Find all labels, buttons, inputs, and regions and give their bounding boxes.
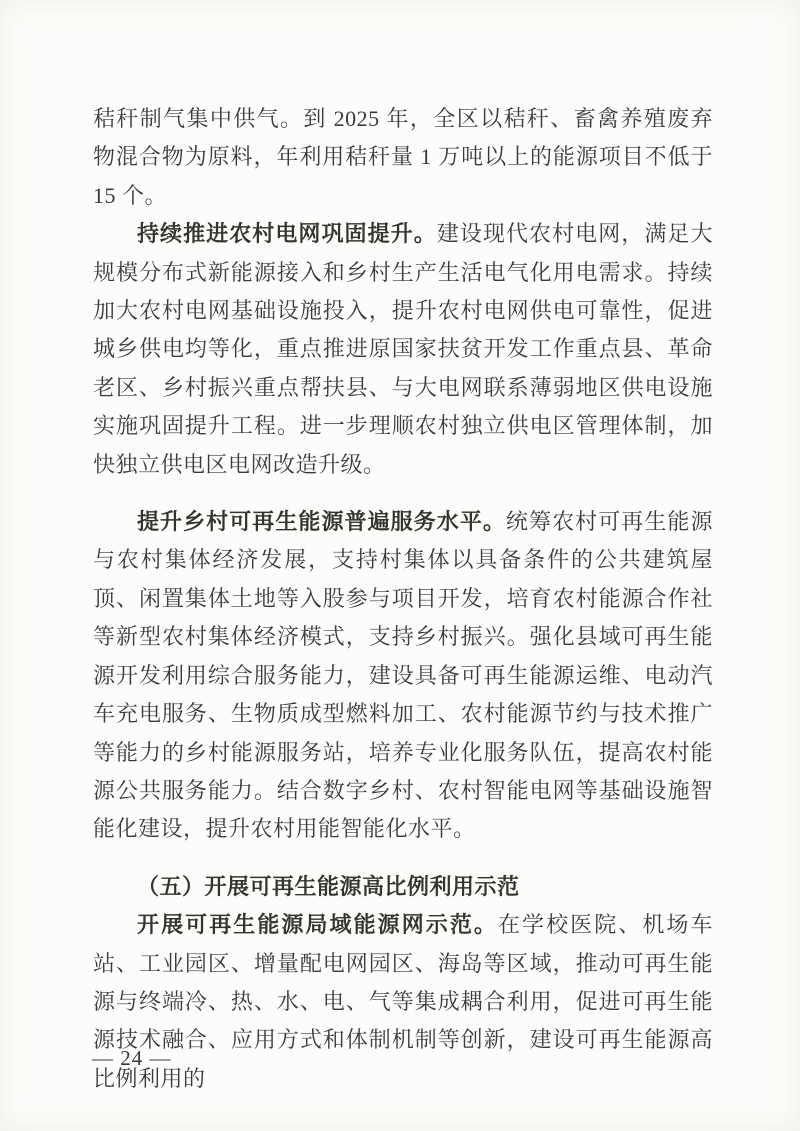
paragraph-lead: 开展可再生能源局域能源网示范。 [137, 912, 498, 938]
paragraph-lead: 持续推进农村电网巩固提升。 [137, 221, 437, 247]
document-body [93, 100, 713, 1098]
paragraph-text: 建设现代农村电网，满足大规模分布式新能源接入和乡村生产生活电气化用电需求。持续加大农村电网基础设施投入，提升农村电网供电可靠性，促进城乡供电均等化，重点推进原国家扶贫开发工作重点县、革命老区、乡村振兴重点帮扶县、与大电网联系薄弱地区供电设施实施巩固提升工程。进一步理顺农村独立供电区管理体制，加快独立供电区电网改造升级。 [93, 221, 713, 477]
section-heading-text: （五）开展可再生能源高比例利用示范 [137, 873, 520, 899]
paragraph-text: 在学校医院、机场车站、工业园区、增量配电网园区、海岛等区域，推动可再生能源与终端冷、热、水、电、气等集成耦合利用，促进可再生能源技术融合、应用方式和体制机制等创新，建设可再生能源高比例利用的 [93, 912, 713, 1091]
paragraph [93, 503, 713, 849]
paragraph [93, 215, 713, 484]
paragraph [93, 906, 713, 1098]
paragraph [93, 100, 713, 215]
paragraph-lead: 提升乡村可再生能源普遍服务水平。 [137, 509, 506, 535]
paragraph-text: 统筹农村可再生能源与农村集体经济发展，支持村集体以具备条件的公共建筑屋顶、闲置集体土地等入股参与项目开发，培育农村能源合作社等新型农村集体经济模式，支持乡村振兴。强化县域可再生能源开发利用综合服务能力，建设具备可再生能源运维、电动汽车充电服务、生物质成型燃料加工、农村能源节约与技术推广等能力的乡村能源服务站，培养专业化服务队伍，提高农村能源公共服务能力。结合数字乡村、农村智能电网等基础设施智能化建设，提升农村用能智能化水平。 [93, 509, 713, 842]
section-heading [93, 868, 713, 906]
page-number: — 24 — [92, 1046, 172, 1070]
paragraph-text: 秸秆制气集中供气。到 2025 年，全区以秸秆、畜禽养殖废弃物混合物为原料，年利用秸秆量 1 万吨以上的能源项目不低于 15 个。 [93, 106, 713, 208]
